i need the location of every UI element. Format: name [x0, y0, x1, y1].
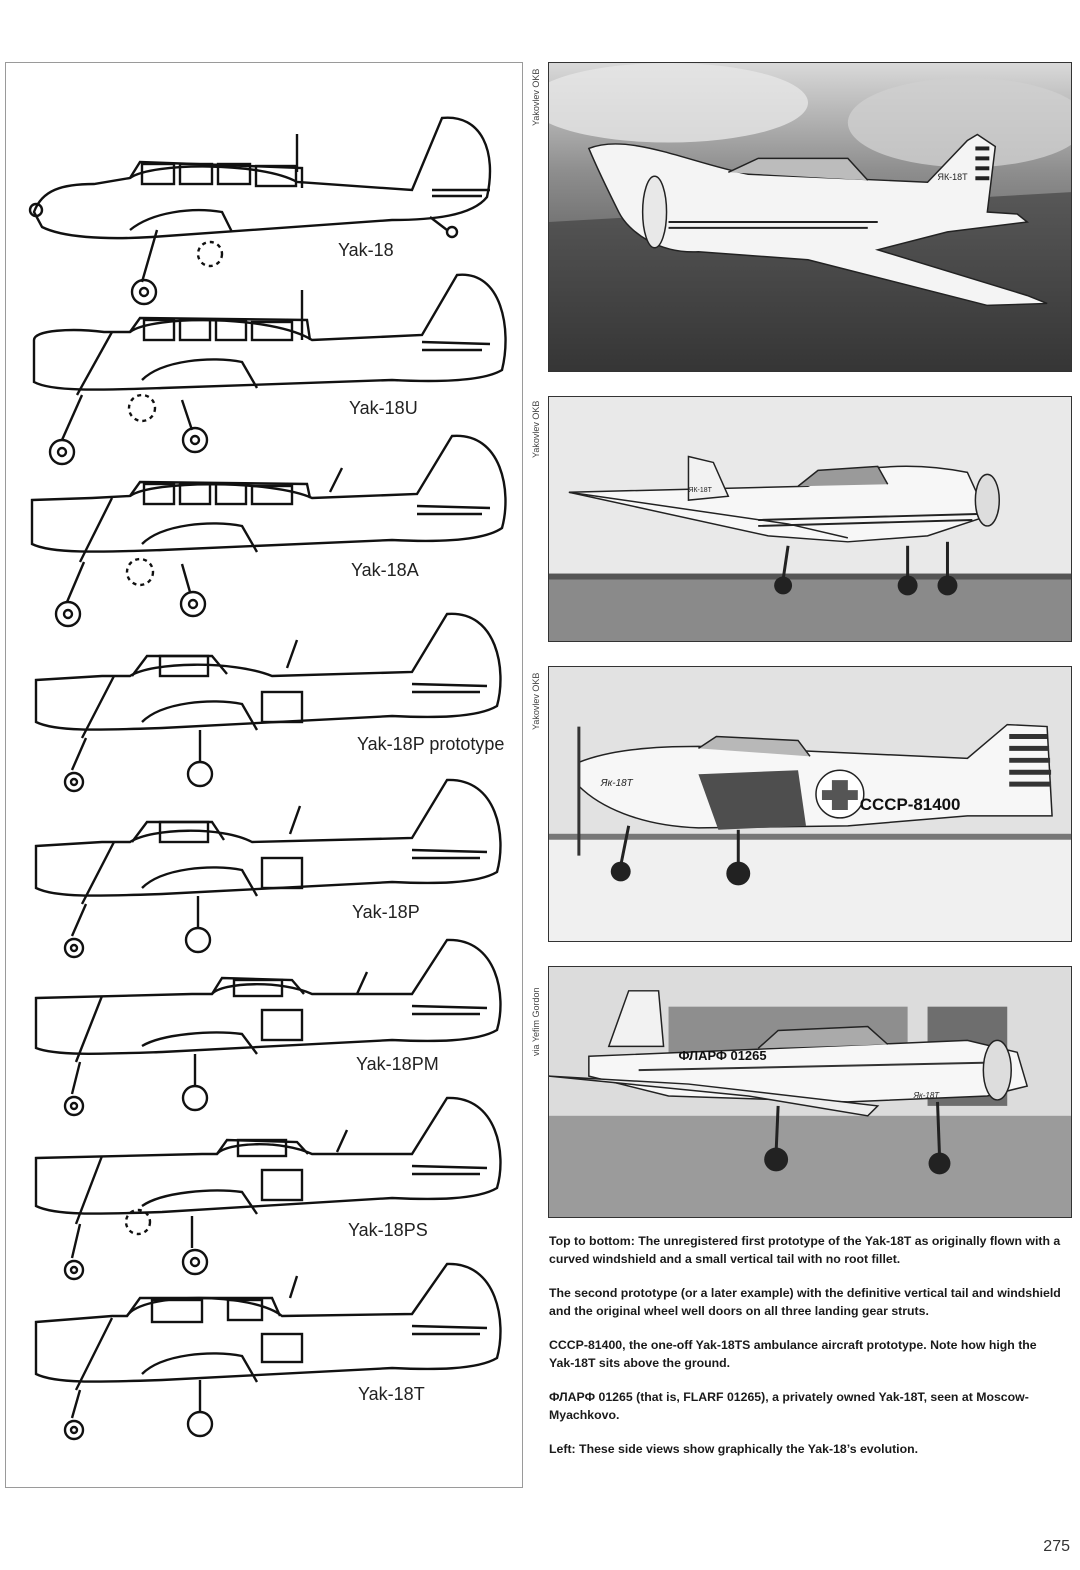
side-view-label: Yak-18P [352, 902, 420, 922]
caption: Top to bottom: The unregistered first prototype of the Yak-18T as originally flown with a curved windshield and a small vertical tail with no root fillet. [549, 1234, 1061, 1266]
caption: Left: These side views show graphically the Yak-18’s evolution. [549, 1442, 919, 1456]
yak-18ps-drawing [12, 1096, 512, 1286]
photo-credit: Yakovlev OKB [531, 68, 541, 126]
photo-credit: Yakovlev OKB [531, 672, 541, 730]
aircraft-registration: ФЛАРФ 01265 [678, 1048, 767, 1064]
nose-lettering: Як-18Т [600, 778, 633, 790]
side-view-yak-18a [12, 432, 512, 622]
photo-second-prototype [548, 396, 1072, 642]
photo-aerial-prototype [548, 62, 1072, 372]
caption: СССР-81400, the one-off Yak-18TS ambulance aircraft prototype. Note how high the Yak-18T sits above the ground. [549, 1338, 1037, 1370]
photo-credit: via Yefim Gordon [531, 987, 541, 1056]
photo-credit: Yakovlev OKB [531, 400, 541, 458]
page-number: 275 [1043, 1538, 1070, 1555]
aircraft-registration: ЯК-18Т [937, 172, 968, 183]
side-view-label: Yak-18P prototype [357, 734, 505, 754]
photo-ambulance-prototype [548, 666, 1072, 942]
nose-lettering: Як-18Т [913, 1090, 940, 1100]
side-view-yak-18p-prototype [12, 610, 512, 800]
side-view-label: Yak-18PM [356, 1054, 439, 1074]
caption: The second prototype (or a later example) with the definitive vertical tail and windshield and the original wheel well doors on all three landing gear struts. [549, 1286, 1061, 1318]
side-view-label: Yak-18U [349, 398, 418, 418]
side-view-label: Yak-18 [338, 240, 394, 260]
yak-18t-drawing [12, 1262, 512, 1452]
photo-private-yak-18t [548, 966, 1072, 1218]
side-view-label: Yak-18T [358, 1384, 425, 1404]
yak-18a-drawing [12, 432, 512, 622]
yak-18p-prototype-drawing [12, 610, 512, 800]
side-view-label: Yak-18PS [348, 1220, 428, 1240]
side-view-yak-18ps [12, 1096, 512, 1286]
caption: ФЛАРФ 01265 (that is, FLARF 01265), a privately owned Yak-18T, seen at Moscow-Myachkovo. [549, 1390, 1029, 1422]
side-view-label: Yak-18A [351, 560, 419, 580]
captions-block [549, 1233, 1064, 1476]
aircraft-registration: ЯК-18Т [688, 487, 712, 495]
aircraft-registration: СССР-81400 [859, 794, 961, 814]
side-view-yak-18t [12, 1262, 512, 1452]
